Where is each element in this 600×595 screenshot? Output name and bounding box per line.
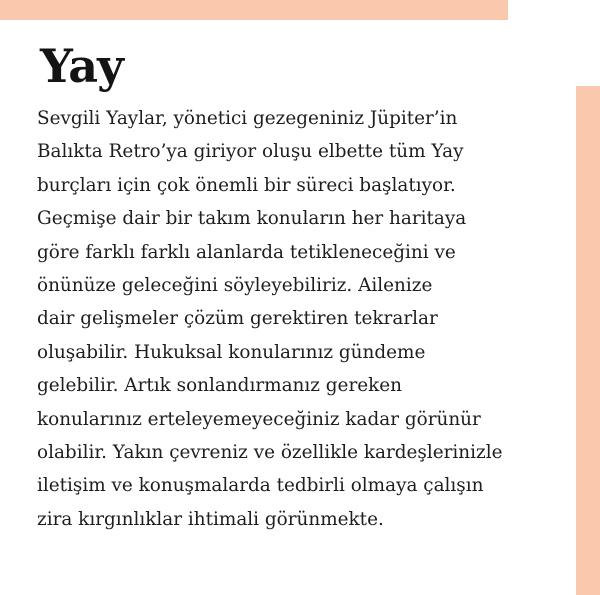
accent-bar-top: [0, 0, 508, 20]
text-line: burçları için çok önemli bir süreci başlatıyor.: [37, 174, 456, 196]
text-line: Geçmişe dair bir takım konuların her haritaya: [37, 208, 467, 230]
text-line: önünüze geleceğini söyleyebiliriz. Ailenize: [37, 275, 433, 297]
sign-title: Yay: [40, 39, 123, 93]
text-line: zira kırgınlıklar ihtimali görünmekte.: [37, 508, 384, 530]
text-line: olabilir. Yakın çevreniz ve özellikle kardeşlerinizle: [37, 442, 503, 464]
accent-bar-right: [576, 86, 600, 595]
text-line: konularınız erteleyemeyeceğiniz kadar görünür: [37, 408, 481, 430]
text-line: iletişim ve konuşmalarda tedbirli olmaya çalışın: [37, 475, 484, 497]
text-line: Balıkta Retro’ya giriyor oluşu elbette tüm Yay: [37, 141, 464, 163]
text-line: oluşabilir. Hukuksal konularınız gündeme: [37, 341, 426, 363]
horoscope-card: [20, 20, 576, 582]
text-line: dair gelişmeler çözüm gerektiren tekrarlar: [37, 308, 438, 330]
text-line: gelebilir. Artık sonlandırmanız gereken: [37, 375, 402, 397]
horoscope-text: [37, 102, 562, 536]
text-line: Sevgili Yaylar, yönetici gezegeniniz Jüpiter’in: [37, 108, 458, 129]
text-line: göre farklı farklı alanlarda tetikleneceğini ve: [37, 241, 456, 263]
